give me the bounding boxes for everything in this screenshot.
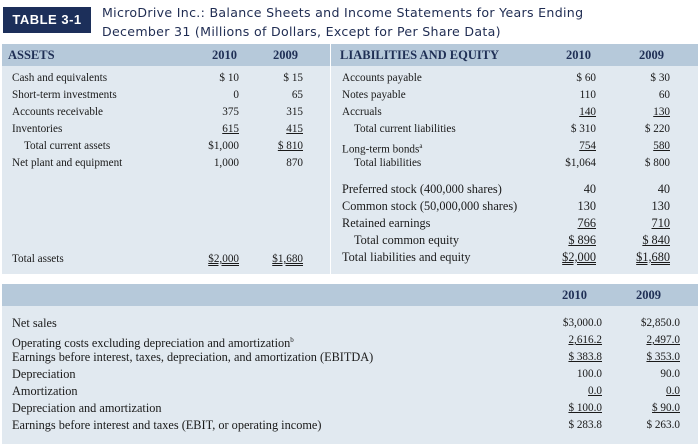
- table-title-line-2: December 31 (Millions of Dollars, Except for Per Share Data): [102, 24, 501, 39]
- table-number-badge: TABLE 3-1: [3, 7, 91, 33]
- total-assets-label: Total assets: [12, 253, 64, 265]
- income-label: Depreciation: [12, 367, 76, 381]
- asset-label: Inventories: [12, 123, 63, 135]
- asset-value-2009: 315: [286, 106, 303, 118]
- income-label: Depreciation and amortization: [12, 401, 162, 415]
- liability-value-2010: $ 310: [570, 123, 596, 135]
- liability-value-2009: $ 800: [644, 157, 670, 169]
- asset-value-2009: 65: [291, 89, 303, 101]
- income-value-2010: $3,000.0: [562, 317, 602, 329]
- liability-label: Preferred stock (400,000 shares): [342, 182, 502, 196]
- liability-value-2009: 710: [651, 216, 670, 230]
- asset-value-2010: $1,000: [208, 140, 239, 152]
- liability-label: Total liabilities and equity: [342, 250, 471, 264]
- liability-value-2009: 130: [653, 106, 670, 118]
- liability-value-2010: 140: [579, 106, 596, 118]
- income-value-2009: 90.0: [660, 368, 680, 380]
- asset-label: Accounts receivable: [12, 106, 104, 118]
- income-value-2010: $ 383.8: [568, 351, 602, 363]
- liability-value-2010: 110: [579, 89, 596, 101]
- liability-label: Long-term bonds: [342, 143, 420, 156]
- income-label: Net sales: [12, 316, 57, 330]
- income-label: Amortization: [12, 384, 78, 398]
- liability-label: Accruals: [342, 106, 382, 118]
- liability-value-2009: 60: [658, 89, 670, 101]
- income-value-2009: 2,497.0: [646, 334, 680, 346]
- income-label: Earnings before interest and taxes (EBIT, or operating income): [12, 418, 322, 432]
- asset-value-2010: $ 10: [219, 72, 239, 84]
- liability-value-2010: 40: [583, 182, 596, 196]
- asset-value-2009: 415: [286, 123, 303, 135]
- income-value-2010: 100.0: [576, 368, 602, 380]
- liability-value-2010: 754: [579, 140, 596, 152]
- liability-label: Total current liabilities: [354, 123, 456, 135]
- income-value-2010: 2,616.2: [568, 334, 602, 346]
- income-label: Operating costs excluding depreciation and amortization: [12, 336, 291, 351]
- liability-value-2010: $ 60: [576, 72, 596, 84]
- footnote-marker: a: [419, 142, 423, 150]
- asset-label: Short-term investments: [12, 89, 117, 101]
- assets-heading: ASSETS: [8, 48, 55, 62]
- asset-label: Cash and equivalents: [12, 72, 108, 84]
- liability-label: Common stock (50,000,000 shares): [342, 199, 518, 213]
- assets-year-2009: 2009: [273, 48, 298, 62]
- income-year-2010: 2010: [562, 288, 587, 302]
- income-value-2009: $ 263.0: [646, 419, 680, 431]
- income-value-2009: $ 90.0: [652, 402, 680, 414]
- asset-value-2009: $ 810: [277, 140, 303, 152]
- liability-value-2010: $ 896: [568, 233, 596, 247]
- total-assets-2009: $1,680: [272, 253, 303, 265]
- income-value-2010: $ 283.8: [568, 419, 602, 431]
- asset-value-2009: $ 15: [283, 72, 303, 84]
- income-value-2010: $ 100.0: [568, 402, 602, 414]
- liability-value-2009: $ 840: [642, 233, 670, 247]
- liability-value-2009: $ 30: [650, 72, 670, 84]
- liability-value-2009: 130: [651, 199, 670, 213]
- asset-value-2010: 0: [233, 89, 239, 101]
- asset-value-2010: 615: [222, 123, 239, 135]
- assets-year-2010: 2010: [212, 48, 237, 62]
- liability-value-2010: $1,064: [565, 157, 596, 169]
- income-value-2010: 0.0: [588, 385, 602, 397]
- footnote-marker: b: [290, 336, 294, 344]
- liability-label: Total liabilities: [354, 157, 422, 169]
- liabilities-heading: LIABILITIES AND EQUITY: [340, 48, 500, 62]
- liability-label: Total common equity: [354, 233, 460, 247]
- liability-value-2010: $2,000: [562, 250, 596, 264]
- asset-value-2009: 870: [286, 157, 303, 169]
- asset-label: Net plant and equipment: [12, 157, 123, 169]
- table-title-line-1: MicroDrive Inc.: Balance Sheets and Income Statements for Years Ending: [102, 5, 584, 20]
- asset-label: Total current assets: [24, 140, 111, 152]
- liability-value-2010: 766: [577, 216, 596, 230]
- liabilities-year-2010: 2010: [566, 48, 591, 62]
- income-label: Earnings before interest, taxes, depreciation, and amortization (EBITDA): [12, 350, 374, 364]
- liability-label: Notes payable: [342, 89, 406, 101]
- asset-value-2010: 375: [222, 106, 239, 118]
- asset-value-2010: 1,000: [213, 157, 239, 169]
- liability-label: Retained earnings: [342, 216, 431, 230]
- liability-value-2009: 580: [653, 140, 670, 152]
- income-year-2009: 2009: [636, 288, 661, 302]
- liability-value-2010: 130: [577, 199, 596, 213]
- column-divider: [330, 44, 331, 274]
- total-assets-2010: $2,000: [208, 253, 239, 265]
- income-value-2009: 0.0: [666, 385, 680, 397]
- income-value-2009: $2,850.0: [640, 317, 680, 329]
- income-statement-header-band: [2, 284, 698, 306]
- income-value-2009: $ 353.0: [646, 351, 680, 363]
- liability-value-2009: $ 220: [644, 123, 670, 135]
- liability-label: Accounts payable: [342, 72, 422, 84]
- liability-value-2009: $1,680: [636, 250, 670, 264]
- liability-value-2009: 40: [657, 182, 670, 196]
- liabilities-year-2009: 2009: [639, 48, 664, 62]
